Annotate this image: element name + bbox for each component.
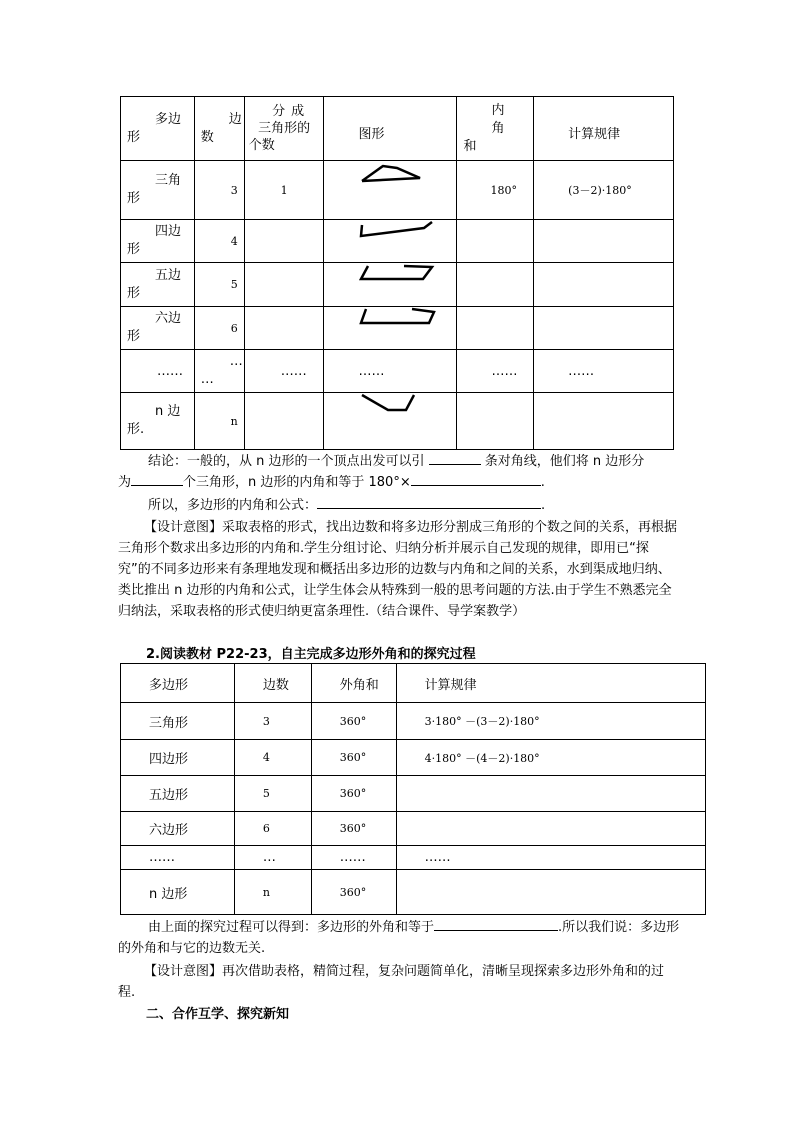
table-row: 五边 形 5 (121, 263, 674, 307)
formula-paragraph: 所以，多边形的内角和公式： . (118, 495, 680, 516)
n-gon-shape (324, 393, 456, 417)
table-row: 三角 形 3 1 180° (3－2)·180° (121, 161, 674, 220)
blank-field[interactable] (434, 917, 558, 931)
table-row: 六边形 6 360° (121, 812, 706, 846)
table-row: 五边形 5 360° (121, 776, 706, 812)
triangle-shape (324, 161, 456, 191)
table-row: …… … … …… …… …… …… (121, 350, 674, 393)
header-rule: 计算规律 (534, 97, 674, 161)
design-intent-2: 【设计意图】再次借助表格，精简过程，复杂问题简单化，清晰呈现探索多边形外角和的过程. (118, 964, 665, 1000)
blank-field[interactable] (317, 495, 541, 509)
table-row: 三角形 3 360° 3·180° －(3－2)·180° (121, 703, 706, 740)
header-angle-sum: 内角 和 (457, 97, 534, 161)
table-row: n 边形 n 360° (121, 870, 706, 915)
interior-angle-table (120, 96, 674, 450)
table-row: 六边 形 6 (121, 307, 674, 350)
triangle-figure (324, 161, 457, 220)
conclusion-paragraph: 结论：一般的，从 n 边形的一个顶点出发可以引 条对角线，他们将 n 边形分 为 个三角形，n 边形的内角和等于 180°× . (118, 451, 680, 493)
table-row: 四边 形 4 (121, 220, 674, 263)
blank-field[interactable] (131, 472, 183, 486)
table-header-row (121, 97, 674, 161)
pentagon-figure (324, 263, 457, 307)
quadrilateral-figure (324, 220, 457, 263)
hexagon-figure (324, 307, 457, 350)
header-triangles: 分成 三角形的 个数 (244, 97, 324, 161)
table-row: n 边 形. n (121, 393, 674, 450)
blank-field[interactable] (411, 472, 541, 486)
header-figure: 图形 (324, 97, 457, 161)
section-2-title: 2.阅读教材 P22-23，自主完成多边形外角和的探究过程 (146, 647, 476, 662)
pentagon-shape (324, 263, 456, 287)
hexagon-shape (324, 307, 456, 331)
quadrilateral-shape (324, 220, 456, 242)
exterior-conclusion-paragraph: 由上面的探究过程可以得到：多边形的外角和等于 .所以我们说：多边形的外角和与它的边数无关. (118, 917, 680, 959)
table-header-row: 多边形 边数 外角和 计算规律 (121, 664, 706, 703)
blank-field[interactable] (429, 451, 481, 465)
exterior-angle-table (120, 663, 706, 915)
section-3-title: 二、合作互学、探究新知 (146, 1007, 290, 1022)
header-sides: 边 数 (194, 97, 244, 161)
n-gon-figure (324, 393, 457, 450)
table-row: …… … …… …… (121, 846, 706, 870)
table-row: 四边形 4 360° 4·180° －(4－2)·180° (121, 740, 706, 776)
header-polygon: 多边 形 (121, 97, 195, 161)
design-intent-1: 【设计意图】采取表格的形式，找出边数和将多边形分割成三角形的个数之间的关系，再根据三角形个数求出多边形的内角和.学生分组讨论、归纳分析并展示自己发现的规律，即用已“探究”的不同多边形来有条理地发现和概括出多边形的边数与内角和之间的关系，水到渠成地归纳、类比推出 n 边形的内角和公式，让学生体会从特殊到一般的思考问题的方法.由于学生不熟悉完全归纳法，采取表格的形式使归纳更富条理性.（结合课件、导学案教学） (118, 520, 678, 619)
